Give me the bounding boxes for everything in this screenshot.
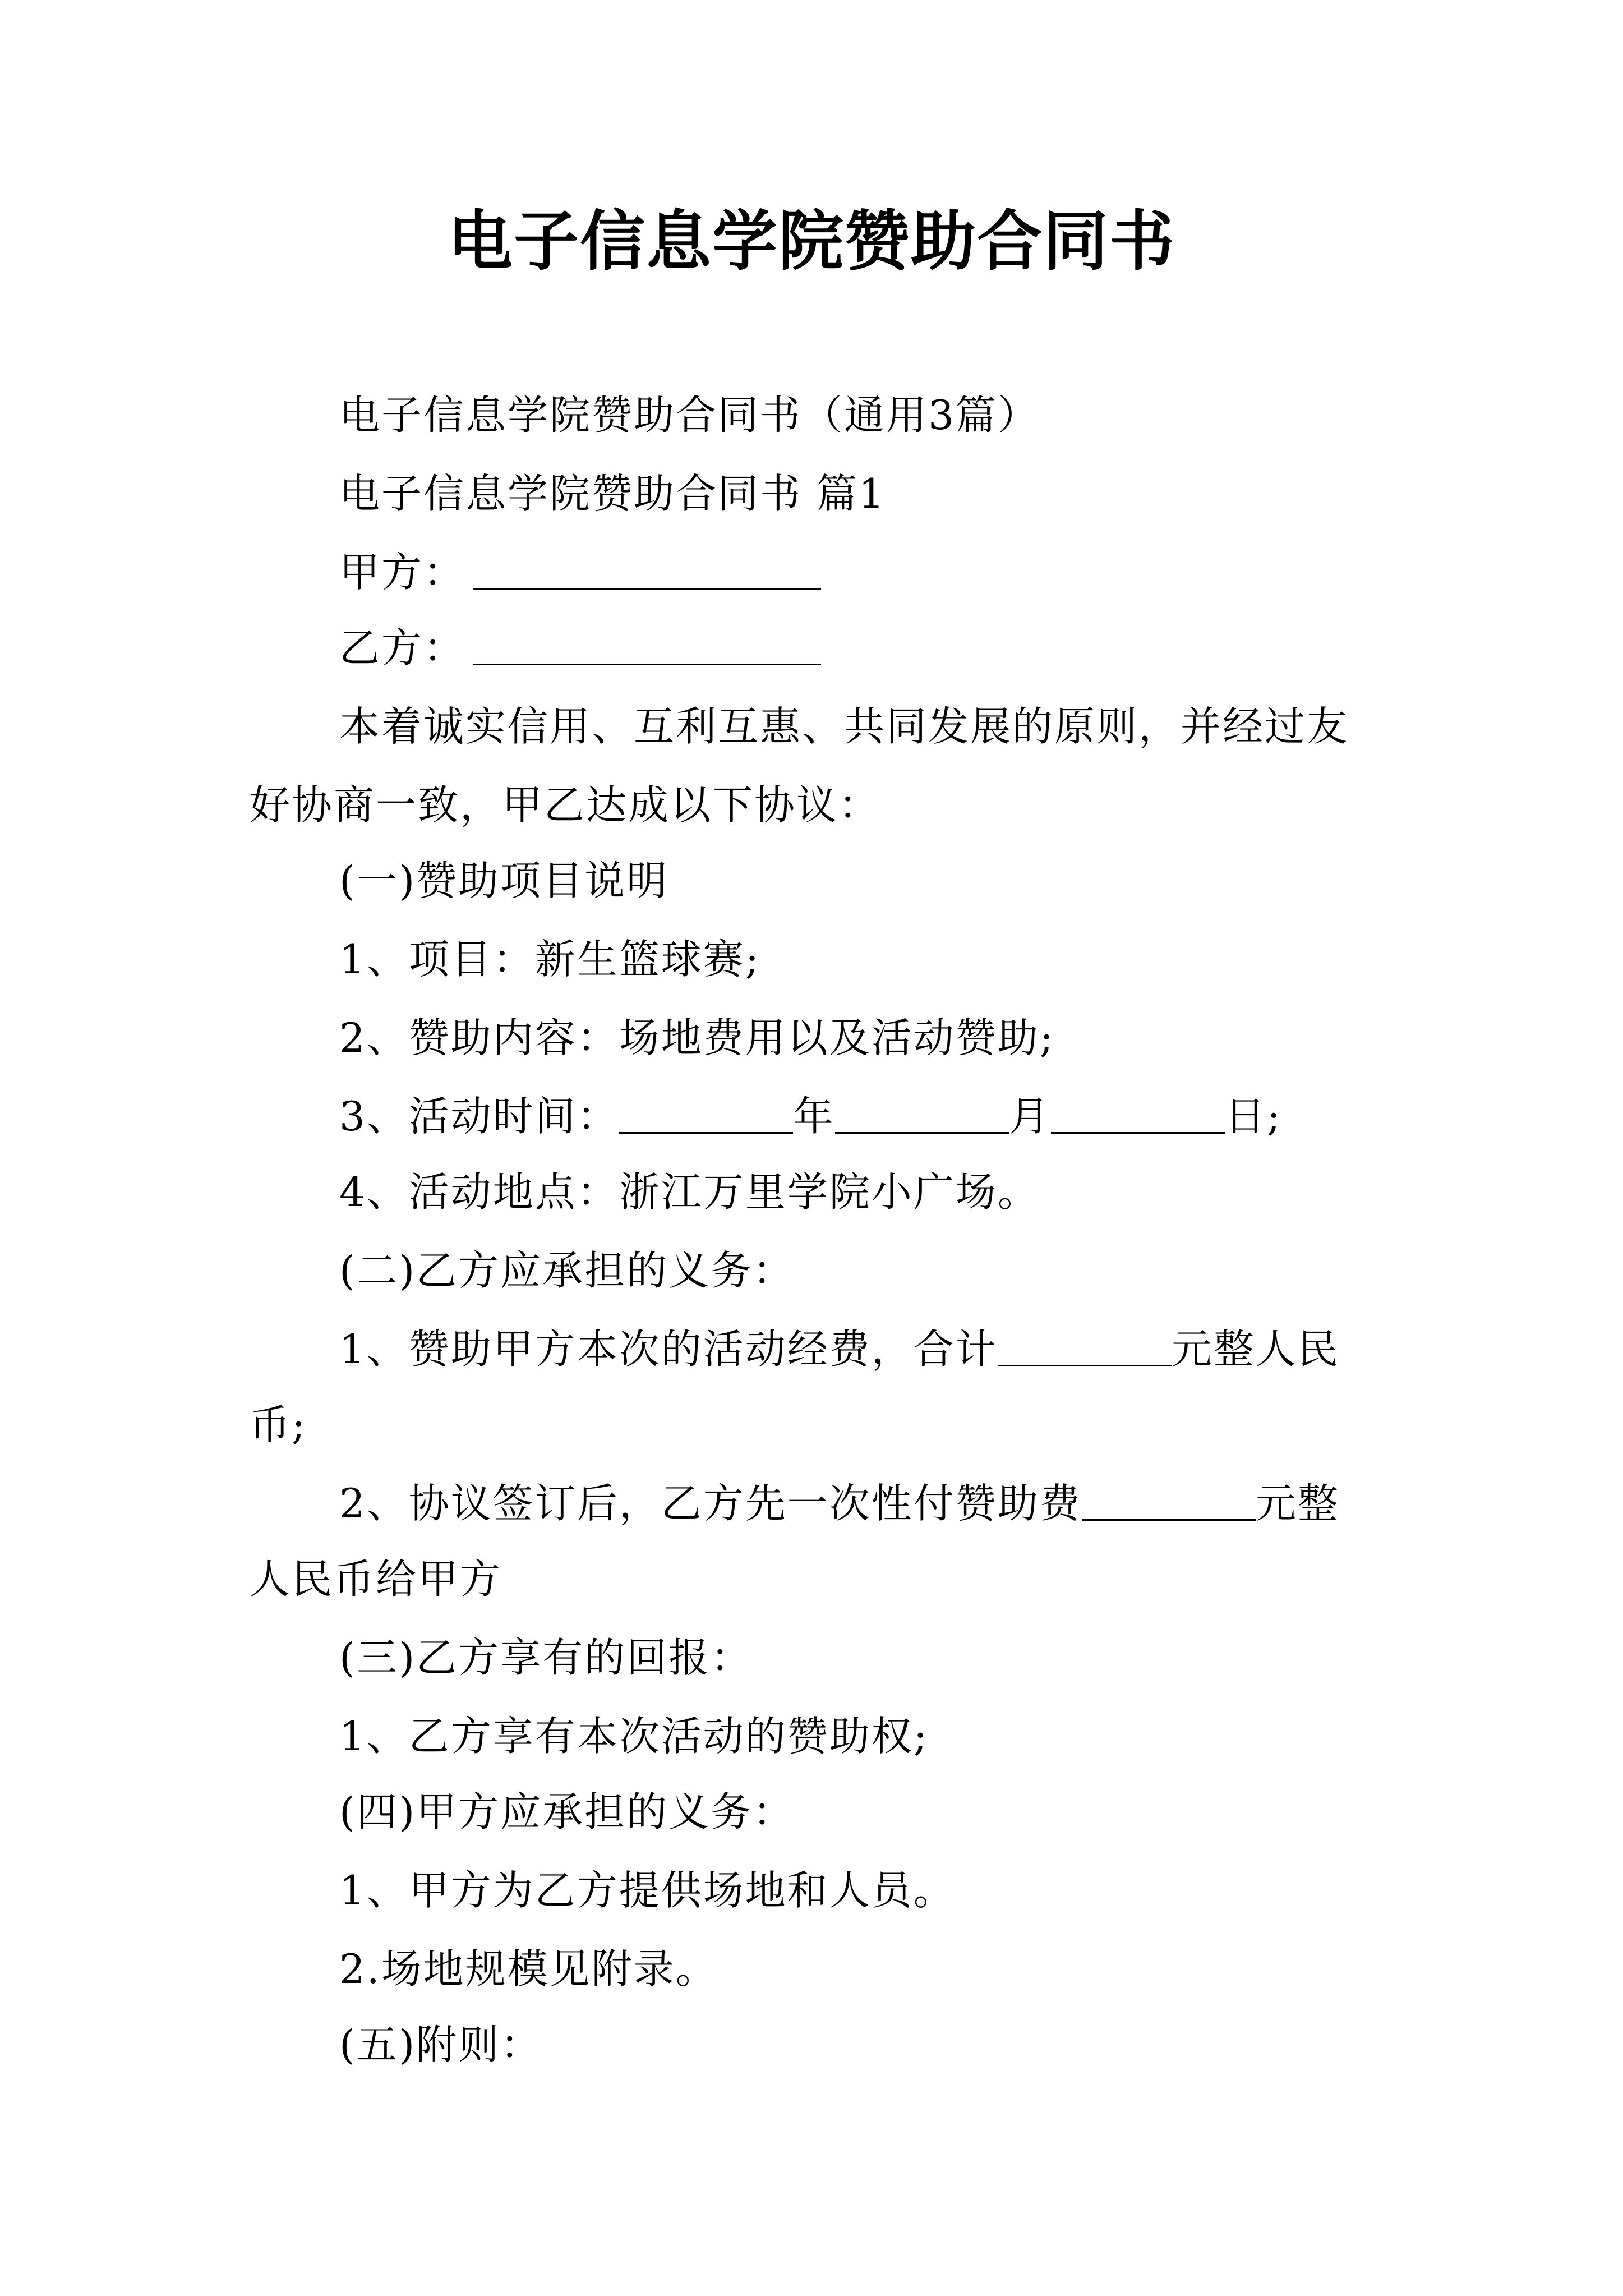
- intro-paragraph-line2: 好协商一致，甲乙达成以下协议：: [250, 781, 881, 829]
- section3-item1: 1、乙方享有本次活动的赞助权;: [339, 1713, 929, 1760]
- party-a-label: 甲方：: [339, 549, 466, 596]
- section-heading: 电子信息学院赞助合同书 篇1: [339, 470, 886, 517]
- party-a-line: [339, 544, 821, 600]
- sponsor-fee-label: 1、赞助甲方本次的活动经费，合计: [339, 1326, 998, 1373]
- party-a-blank: [473, 553, 821, 590]
- document-title: 电子信息学院赞助合同书: [448, 203, 1175, 279]
- section2-item1: [339, 1321, 1340, 1377]
- payment-label: 2、协议签订后，乙方先一次性付赞助费: [339, 1480, 1082, 1527]
- section4-heading: (四)甲方应承担的义务：: [339, 1788, 795, 1835]
- section1-item1: 1、项目：新生篮球赛;: [339, 936, 761, 983]
- activity-time-label: 3、活动时间：: [339, 1093, 619, 1140]
- sponsor-fee-suffix: 元整人民: [1171, 1326, 1340, 1373]
- section3-heading: (三)乙方享有的回报：: [339, 1634, 753, 1681]
- document-subtitle: 电子信息学院赞助合同书（通用3篇）: [339, 392, 1040, 439]
- section4-item1: 1、甲方为乙方提供场地和人员。: [339, 1867, 956, 1914]
- payment-suffix: 元整: [1255, 1480, 1340, 1527]
- day-label: 日;: [1224, 1093, 1283, 1140]
- section1-item2: 2、赞助内容：场地费用以及活动赞助;: [339, 1014, 1055, 1061]
- month-blank: [835, 1097, 1009, 1134]
- section4-item2: 2.场地规模见附录。: [339, 1945, 718, 1993]
- section1-item4: 4、活动地点：浙江万里学院小广场。: [339, 1168, 1040, 1216]
- party-b-label: 乙方：: [339, 624, 466, 671]
- section1-item3: [339, 1088, 1282, 1144]
- section2-heading: (二)乙方应承担的义务：: [339, 1247, 795, 1294]
- sponsor-total-blank: [998, 1330, 1172, 1366]
- party-b-blank: [473, 629, 821, 665]
- section2-item2: [339, 1475, 1340, 1531]
- section1-heading: (一)赞助项目说明: [339, 857, 669, 904]
- intro-paragraph-line1: 本着诚实信用、互利互惠、共同发展的原则，并经过友: [339, 703, 1349, 750]
- year-blank: [619, 1097, 793, 1134]
- party-b-line: [339, 620, 821, 676]
- section5-heading: (五)附则：: [339, 2021, 543, 2068]
- day-blank: [1051, 1097, 1225, 1134]
- section2-item2-wrap: 人民币给甲方: [250, 1556, 502, 1603]
- month-label: 月: [1008, 1093, 1051, 1140]
- year-label: 年: [792, 1093, 835, 1140]
- payment-blank: [1082, 1484, 1256, 1521]
- section2-item1-wrap: 币;: [250, 1401, 307, 1448]
